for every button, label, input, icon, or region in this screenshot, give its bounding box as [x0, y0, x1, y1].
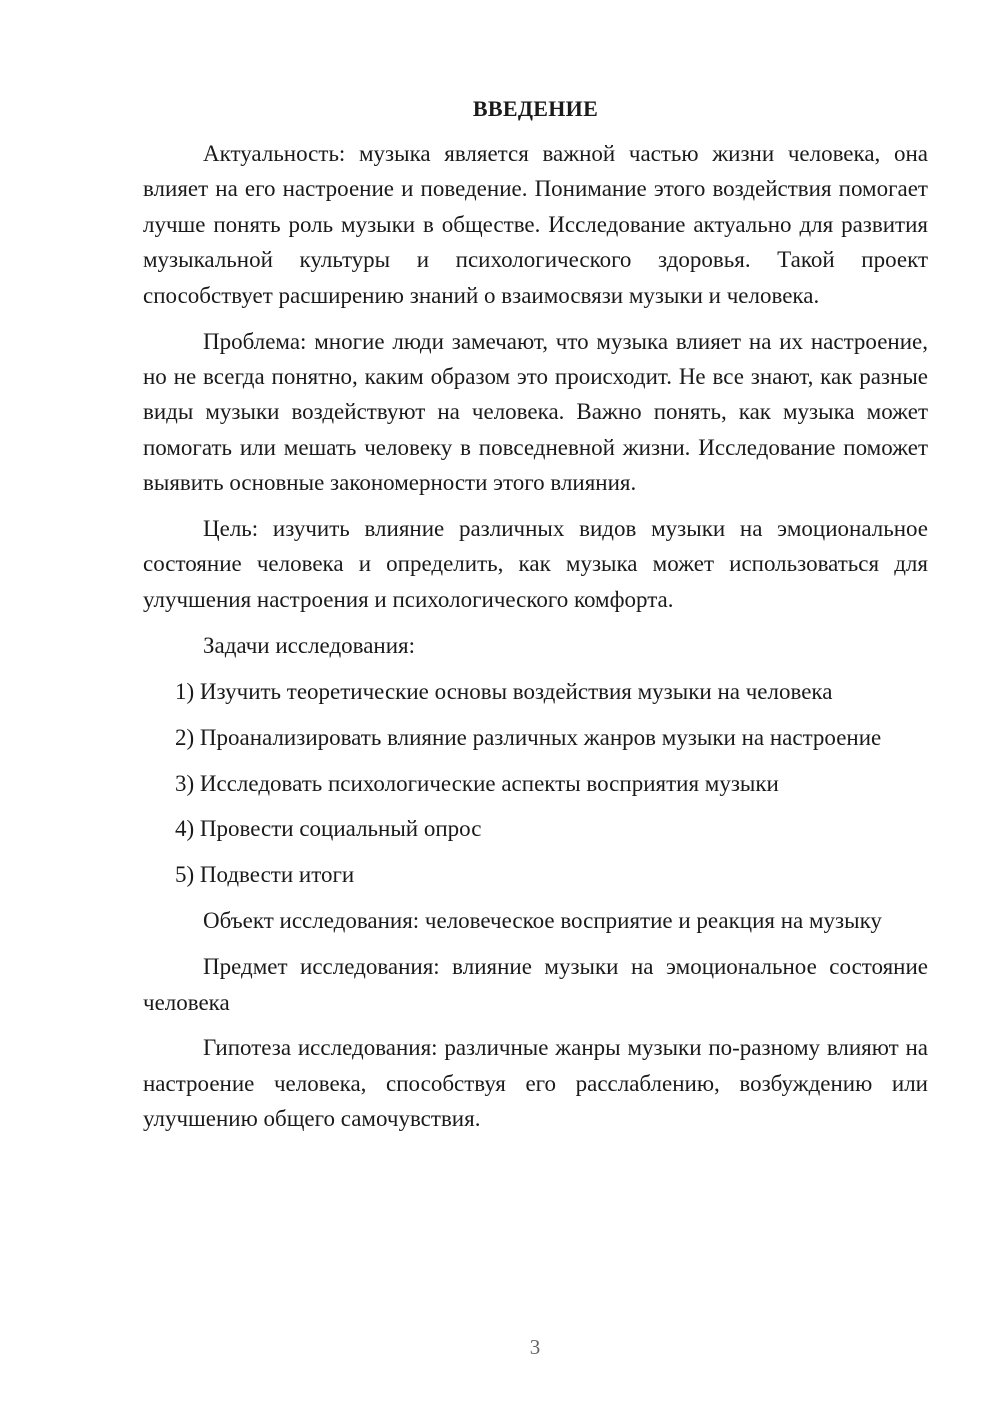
document-page — [143, 92, 928, 1147]
page-title: ВВЕДЕНИЕ — [472, 96, 599, 121]
problem-paragraph: Проблема: многие люди замечают, что музыка влияет на их настроение, но не всегда понятно, каким образом это происходит. Не все знают, как разные виды музыки воздействуют на человека. Важно понять, как музыка может помогать или мешать человеку в повседневной жизни. Исследование поможет выявить основные закономерности этого влияния. — [143, 328, 928, 496]
task-item: 2) Проанализировать влияние различных жанров музыки на настроение — [175, 724, 882, 750]
task-item: 1) Изучить теоретические основы воздействия музыки на человека — [175, 678, 833, 704]
tasks-list — [143, 674, 928, 893]
task-item: 5) Подвести итоги — [175, 862, 355, 888]
hypothesis-paragraph: Гипотеза исследования: различные жанры музыки по-разному влияют на настроение человека, способствуя его расслаблению, возбуждению или улучшению общего самочувствия. — [143, 1035, 928, 1132]
subject-paragraph: Предмет исследования: влияние музыки на эмоциональное состояние человека — [143, 954, 928, 1015]
page-number: 3 — [529, 1335, 541, 1359]
relevance-paragraph: Актуальность: музыка является важной частью жизни человека, она влияет на его настроение и поведение. Понимание этого воздействия помогает лучше понять роль музыки в обществе. Исследование актуально для развития музыкальной культуры и психологического здоровья. Такой проект способствует расширению знаний о взаимосвязи музыки и человека. — [143, 141, 928, 308]
task-item: 3) Исследовать психологические аспекты восприятия музыки — [175, 770, 779, 796]
tasks-heading: Задачи исследования: — [203, 632, 416, 658]
goal-paragraph: Цель: изучить влияние различных видов музыки на эмоциональное состояние человека и определить, как музыка может использоваться для улучшения настроения и психологического комфорта. — [143, 516, 928, 612]
task-item: 4) Провести социальный опрос — [175, 816, 482, 842]
object-paragraph: Объект исследования: человеческое восприятие и реакция на музыку — [203, 908, 882, 934]
